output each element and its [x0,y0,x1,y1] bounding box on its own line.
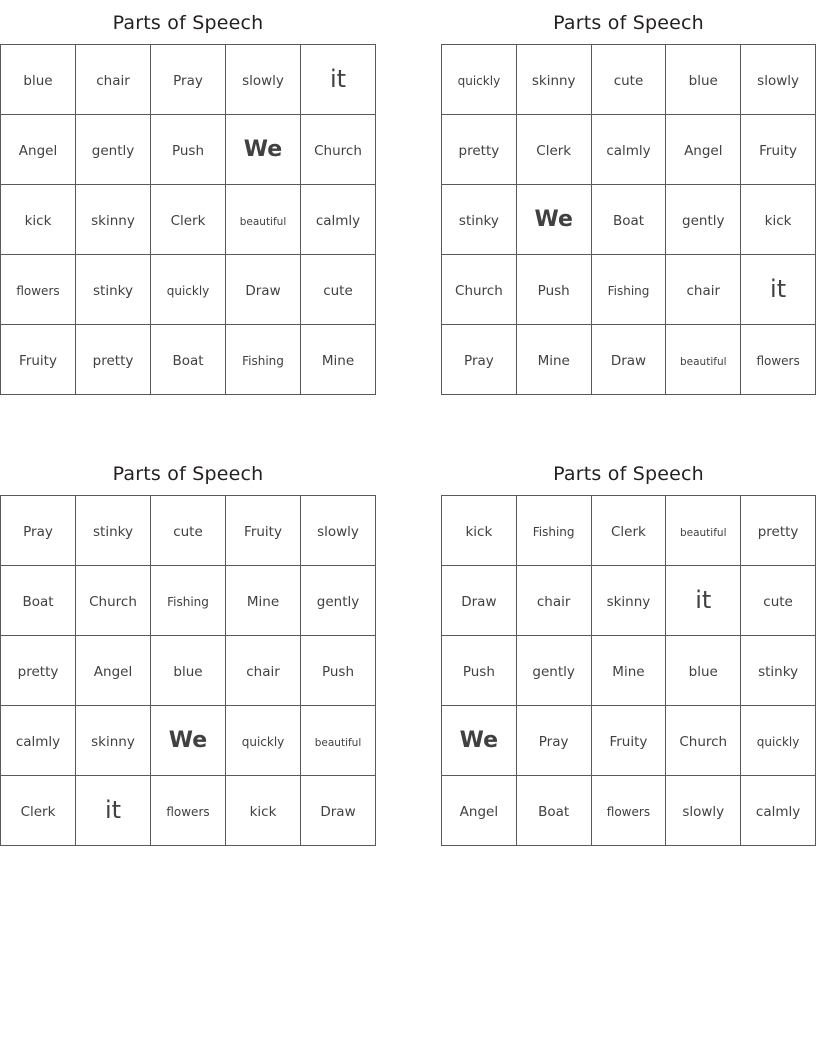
bingo-cell[interactable] [741,325,816,395]
bingo-cell[interactable] [666,566,741,636]
bingo-cell[interactable] [741,255,816,325]
bingo-cell[interactable] [226,636,301,706]
bingo-cell-label: chair [246,664,280,680]
bingo-cell-label: gently [316,594,360,610]
bingo-cell[interactable] [591,706,666,776]
bingo-cell[interactable] [1,706,76,776]
bingo-cell[interactable] [76,325,151,395]
bingo-cell[interactable] [151,776,226,846]
bingo-cell[interactable] [226,45,301,115]
bingo-cell[interactable] [666,636,741,706]
bingo-row [1,45,376,115]
bingo-cell-label: Clerk [536,143,572,159]
bingo-cell[interactable] [442,115,517,185]
bingo-row [442,255,816,325]
bingo-cell-label: flowers [606,805,651,819]
bingo-cell[interactable] [301,185,376,255]
bingo-cell[interactable] [516,325,591,395]
bingo-row [1,706,376,776]
bingo-cell[interactable] [591,566,666,636]
bingo-cell-label: blue [173,664,203,680]
bingo-cell[interactable] [226,496,301,566]
bingo-card [441,12,816,395]
bingo-cell-label: it [329,64,347,93]
bingo-cell-label: flowers [756,354,800,368]
bingo-cell[interactable] [301,255,376,325]
bingo-cell-label: Pray [23,524,53,540]
bingo-cell-label: chair [686,283,721,299]
bingo-cell-label: flowers [16,284,60,298]
bingo-cell-label: Draw [245,283,281,299]
bingo-row [442,636,816,706]
bingo-cell[interactable] [516,496,591,566]
bingo-cell[interactable] [442,706,517,776]
bingo-row [442,325,816,395]
bingo-cell[interactable] [1,185,76,255]
bingo-cell[interactable] [226,706,301,776]
bingo-cell[interactable] [591,115,666,185]
bingo-cell[interactable] [151,496,226,566]
bingo-cell-label: skinny [531,73,576,89]
bingo-row [1,255,376,325]
bingo-cell-label: Boat [22,594,54,610]
bingo-cell-label: slowly [317,524,359,540]
bingo-cell-label: Mine [321,353,355,369]
bingo-cell[interactable] [516,706,591,776]
bingo-cell[interactable] [76,706,151,776]
bingo-cell-label: Clerk [611,524,646,540]
bingo-cell[interactable] [516,636,591,706]
bingo-cell-label: pretty [92,353,134,369]
bingo-cell-label: Draw [461,594,497,610]
bingo-cell-label: slowly [242,73,284,89]
bingo-cell[interactable] [76,255,151,325]
bingo-cell-label: Boat [612,213,645,229]
bingo-cell-label: kick [764,213,792,229]
bingo-row [442,776,816,846]
bingo-cell[interactable] [666,255,741,325]
bingo-cell-label: stinky [458,213,499,229]
bingo-cell-label: Draw [320,804,356,820]
bingo-cell-label: Fishing [607,284,650,298]
bingo-cell[interactable] [226,776,301,846]
bingo-cell[interactable] [442,45,517,115]
bingo-cell[interactable] [591,496,666,566]
bingo-row [1,636,376,706]
bingo-cell[interactable] [151,255,226,325]
bingo-cell[interactable] [76,185,151,255]
bingo-cell[interactable] [226,115,301,185]
bingo-cell[interactable] [76,566,151,636]
bingo-cell-label: Mine [612,664,645,680]
bingo-cell-label: Boat [538,804,570,820]
bingo-cell[interactable] [1,496,76,566]
card-title: Parts of Speech [112,12,264,34]
bingo-cell-label: skinny [91,213,135,229]
bingo-row [442,706,816,776]
bingo-cell[interactable] [516,115,591,185]
bingo-cell-label: quickly [756,735,800,749]
bingo-cell-label: Draw [610,353,647,369]
bingo-cell-label: cute [613,73,644,89]
bingo-cell[interactable] [591,325,666,395]
bingo-cell[interactable] [151,185,226,255]
bingo-grid [0,495,376,846]
card-title: Parts of Speech [553,463,704,485]
bingo-cell[interactable] [442,776,517,846]
bingo-cell-label: kick [24,213,52,229]
bingo-cell-label: Church [89,594,137,610]
bingo-cell-label: We [168,727,208,753]
bingo-cell[interactable] [442,496,517,566]
bingo-cell-label: Boat [172,353,204,369]
bingo-cell-label: pretty [17,664,59,680]
bingo-cell-label: Mine [537,353,570,369]
bingo-cell-label: calmly [15,734,61,750]
bingo-cell[interactable] [666,115,741,185]
bingo-cell-label: cute [763,594,793,610]
bingo-cell-label: Pray [538,734,569,750]
bingo-row [442,45,816,115]
bingo-cell-label: cute [173,524,203,540]
bingo-cell-label: beautiful [239,216,287,228]
bingo-row [1,325,376,395]
bingo-cell-label: We [534,206,573,232]
bingo-cell-label: slowly [757,73,799,89]
bingo-cell-label: pretty [757,524,799,540]
bingo-cell[interactable] [442,566,517,636]
bingo-cell-label: Pray [173,73,203,89]
bingo-cell-label: Fruity [244,524,282,540]
bingo-cell[interactable] [442,255,517,325]
bingo-cell-label: calmly [755,804,801,820]
bingo-cell[interactable] [76,496,151,566]
bingo-cell[interactable] [301,496,376,566]
bingo-cell-label: Fruity [609,734,648,750]
bingo-cell[interactable] [151,706,226,776]
bingo-cell-label: Push [321,664,355,680]
bingo-cell[interactable] [591,255,666,325]
bingo-cell[interactable] [301,566,376,636]
bingo-cell-label: blue [688,73,718,89]
bingo-card [0,463,376,846]
bingo-cell[interactable] [741,706,816,776]
bingo-cell-label: flowers [166,805,210,819]
bingo-cell-label: Push [171,143,205,159]
bingo-cell[interactable] [76,115,151,185]
bingo-cell[interactable] [1,636,76,706]
bingo-cell-label: stinky [93,283,133,299]
bingo-cell[interactable] [226,255,301,325]
bingo-cell-label: chair [96,73,130,89]
bingo-cell[interactable] [741,636,816,706]
bingo-cell-label: gently [91,143,135,159]
bingo-cell-label: it [695,585,712,614]
bingo-cell[interactable] [741,45,816,115]
bingo-cell-label: kick [465,524,493,540]
bingo-cell-label: stinky [93,524,133,540]
bingo-cell[interactable] [226,325,301,395]
bingo-cell-label: Fruity [19,353,57,369]
bingo-cell-label: it [770,274,787,303]
bingo-cell-label: Fishing [167,595,209,609]
bingo-cell[interactable] [591,185,666,255]
bingo-cell-label: slowly [682,804,725,820]
bingo-cell[interactable] [301,325,376,395]
card-title: Parts of Speech [553,12,704,34]
bingo-cell-label: Pray [464,353,494,369]
bingo-row [442,115,816,185]
bingo-row [1,115,376,185]
bingo-cell[interactable] [741,776,816,846]
bingo-card [441,463,816,846]
bingo-cell[interactable] [76,776,151,846]
bingo-cell-label: beautiful [680,356,727,368]
bingo-cell-label: beautiful [679,527,727,539]
bingo-cell-label: quickly [457,74,501,88]
bingo-cell-label: Push [462,664,495,680]
bingo-cell-label: Fishing [242,354,284,368]
bingo-row [1,776,376,846]
bingo-cell-label: Mine [246,594,280,610]
bingo-cell[interactable] [76,636,151,706]
bingo-cell-label: Angel [18,143,58,159]
bingo-cell-label: beautiful [314,737,362,749]
bingo-row [442,566,816,636]
bingo-cell[interactable] [76,45,151,115]
bingo-cell[interactable] [1,325,76,395]
bingo-cell-label: We [243,136,283,162]
bingo-cell-label: chair [536,594,571,610]
bingo-cell-label: Clerk [170,213,206,229]
bingo-cell[interactable] [301,636,376,706]
bingo-row [442,496,816,566]
bingo-cell-label: Angel [93,664,133,680]
bingo-cell[interactable] [741,496,816,566]
bingo-cell-label: pretty [458,143,500,159]
bingo-cell[interactable] [1,566,76,636]
bingo-cell[interactable] [666,776,741,846]
bingo-cell[interactable] [301,115,376,185]
bingo-cell[interactable] [666,706,741,776]
bingo-cell-label: blue [23,73,53,89]
bingo-row [1,496,376,566]
bingo-cell-label: calmly [315,213,361,229]
bingo-cell[interactable] [516,776,591,846]
bingo-cell[interactable] [442,185,517,255]
bingo-cell[interactable] [301,45,376,115]
bingo-cell-label: stinky [758,664,799,680]
bingo-card [0,12,376,395]
bingo-cell-label: kick [249,804,277,820]
bingo-cell-label: Church [455,283,503,299]
bingo-cell[interactable] [442,636,517,706]
bingo-cell[interactable] [666,325,741,395]
bingo-cell-label: skinny [606,594,651,610]
bingo-cell[interactable] [666,185,741,255]
bingo-cell[interactable] [442,325,517,395]
bingo-cell[interactable] [151,45,226,115]
bingo-cell[interactable] [666,45,741,115]
bingo-cell-label: Church [314,143,362,159]
bingo-cell-label: gently [532,664,575,680]
bingo-cell[interactable] [1,255,76,325]
bingo-cell[interactable] [151,566,226,636]
bingo-cell-label: blue [688,664,718,680]
bingo-cell[interactable] [741,566,816,636]
bingo-cell[interactable] [1,776,76,846]
bingo-cell[interactable] [591,45,666,115]
bingo-cell[interactable] [516,255,591,325]
bingo-cell[interactable] [151,325,226,395]
bingo-cell[interactable] [151,636,226,706]
bingo-cell[interactable] [226,185,301,255]
bingo-cell[interactable] [516,45,591,115]
bingo-cell[interactable] [516,566,591,636]
bingo-cell-label: it [104,795,122,824]
bingo-cell[interactable] [301,776,376,846]
bingo-cell-label: Angel [684,143,723,159]
bingo-row [1,566,376,636]
bingo-cell-label: Angel [459,804,499,820]
bingo-grid [0,44,376,395]
bingo-cell-label: quickly [241,735,285,749]
bingo-row [1,185,376,255]
bingo-cell[interactable] [151,115,226,185]
bingo-cell[interactable] [591,776,666,846]
bingo-grid [441,44,816,395]
bingo-cell[interactable] [1,45,76,115]
bingo-grid [441,495,816,846]
bingo-cell-label: We [459,727,499,753]
bingo-cell-label: skinny [91,734,135,750]
bingo-cell-label: Fishing [532,525,575,539]
bingo-cell[interactable] [741,185,816,255]
bingo-cell[interactable] [591,636,666,706]
bingo-cell-label: gently [682,213,725,229]
bingo-cell[interactable] [741,115,816,185]
bingo-cell-label: Clerk [20,804,56,820]
bingo-cell[interactable] [301,706,376,776]
bingo-cell[interactable] [666,496,741,566]
bingo-cell-label: Push [537,283,570,299]
bingo-cell-label: quickly [166,284,210,298]
bingo-cell-label: cute [323,283,353,299]
card-title: Parts of Speech [112,463,264,485]
bingo-cell[interactable] [226,566,301,636]
bingo-cell[interactable] [1,115,76,185]
bingo-row [442,185,816,255]
bingo-cell-label: Fruity [759,143,798,159]
bingo-cell-label: Church [679,734,728,750]
bingo-cell-label: calmly [606,143,651,159]
bingo-cell[interactable] [516,185,591,255]
